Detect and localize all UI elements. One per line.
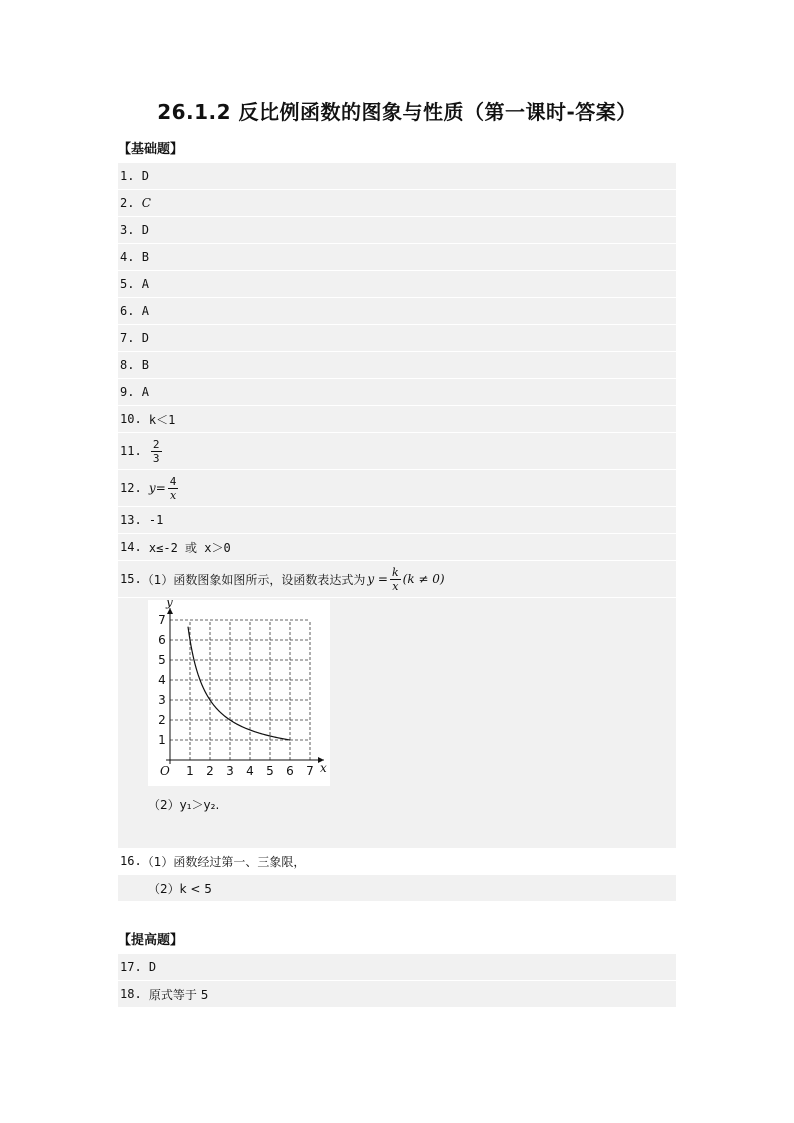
answer-row-16 bbox=[118, 848, 676, 875]
answer-number: 14. bbox=[120, 540, 142, 554]
fraction-numerator: 4 bbox=[169, 474, 177, 488]
answer-text: B bbox=[141, 250, 149, 264]
answer-text: B bbox=[141, 358, 149, 372]
answer-number: 11. bbox=[120, 444, 142, 458]
answer-row-8 bbox=[118, 352, 676, 379]
answer-number: 3. bbox=[120, 223, 135, 237]
x-tick-label: 1 bbox=[186, 764, 194, 778]
y-tick-label: 4 bbox=[158, 673, 166, 687]
answer-row-12 bbox=[118, 470, 676, 507]
answer-text: -1 bbox=[148, 513, 164, 527]
answer-number: 7. bbox=[120, 331, 135, 345]
y-tick-label: 6 bbox=[158, 633, 166, 647]
answer-row-13 bbox=[118, 507, 676, 534]
x-axis-label: x bbox=[320, 761, 327, 775]
answer-row-16-part2 bbox=[118, 875, 676, 902]
answer-number: 17. bbox=[120, 960, 142, 974]
answer-row-15 bbox=[118, 561, 676, 598]
fraction-numerator: 2 bbox=[152, 437, 160, 451]
basic-answers-block bbox=[118, 163, 676, 902]
q15-part2: （2）y₁＞y₂. bbox=[148, 798, 220, 812]
answer-row-1 bbox=[118, 163, 676, 190]
answer-row-5 bbox=[118, 271, 676, 298]
answer-row-6 bbox=[118, 298, 676, 325]
answer-number: 12. bbox=[120, 481, 142, 495]
answer-text: D bbox=[141, 223, 149, 237]
answer-text: x≤-2 或 x＞0 bbox=[148, 540, 231, 555]
graph-axes bbox=[166, 608, 324, 764]
formula-suffix: (k ≠ 0) bbox=[402, 572, 445, 586]
answer-row-10 bbox=[118, 406, 676, 433]
x-tick-label: 5 bbox=[266, 764, 274, 778]
section-basic-heading: 【基础题】 bbox=[118, 142, 184, 157]
y-tick-label: 5 bbox=[158, 653, 166, 667]
answer-number: 1. bbox=[120, 169, 135, 183]
answer-row-17 bbox=[118, 954, 676, 981]
answer-text: 原式等于 5 bbox=[148, 987, 209, 1002]
fraction-denominator: x bbox=[392, 579, 399, 593]
fraction-numerator: k bbox=[391, 565, 399, 579]
origin-label: O bbox=[160, 764, 170, 778]
answer-number: 6. bbox=[120, 304, 135, 318]
section-advanced-heading: 【提高题】 bbox=[118, 933, 184, 948]
answer-number: 15. bbox=[120, 572, 142, 586]
answer-text: k＜1 bbox=[148, 412, 176, 427]
answer-row-18 bbox=[118, 981, 676, 1008]
answer-number: 4. bbox=[120, 250, 135, 264]
fraction-denominator: x bbox=[169, 488, 177, 502]
answer-row-9 bbox=[118, 379, 676, 406]
answer-text: D bbox=[141, 169, 149, 183]
x-tick-label: 7 bbox=[306, 764, 314, 778]
answer-text: D bbox=[141, 331, 149, 345]
answer-number: 5. bbox=[120, 277, 135, 291]
formula-prefix: y= bbox=[148, 481, 166, 495]
answer-number: 9. bbox=[120, 385, 135, 399]
answer-row-14 bbox=[118, 534, 676, 561]
graph-tick-labels bbox=[158, 600, 327, 778]
formula-prefix: y = bbox=[367, 572, 388, 586]
advanced-answers-block bbox=[118, 954, 676, 1008]
answer-text: D bbox=[148, 960, 157, 974]
q15-graph-area bbox=[118, 598, 676, 848]
x-tick-label: 4 bbox=[246, 764, 254, 778]
x-tick-label: 6 bbox=[286, 764, 294, 778]
x-tick-label: 2 bbox=[206, 764, 214, 778]
answer-text: A bbox=[141, 277, 149, 291]
fraction bbox=[151, 438, 162, 465]
y-tick-label: 7 bbox=[158, 613, 166, 627]
answer-row-4 bbox=[118, 244, 676, 271]
answer-number: 16. bbox=[120, 854, 142, 868]
fraction-denominator: 3 bbox=[152, 451, 160, 465]
answer-number: 13. bbox=[120, 513, 142, 527]
y-axis-label: y bbox=[166, 600, 173, 609]
q15-part1: （1）函数图象如图所示，设函数表达式为 bbox=[141, 572, 366, 587]
fraction bbox=[168, 475, 179, 502]
fraction bbox=[390, 566, 401, 593]
answer-text: A bbox=[141, 304, 149, 318]
q16-part2: （2）k < 5 bbox=[148, 881, 212, 896]
graph-grid bbox=[170, 620, 310, 760]
answer-row-7 bbox=[118, 325, 676, 352]
q16-part1: （1）函数经过第一、三象限， bbox=[141, 854, 306, 869]
answer-number: 8. bbox=[120, 358, 135, 372]
answer-number: 2. bbox=[120, 196, 135, 210]
answer-number: 18. bbox=[120, 987, 142, 1001]
page-title: 26.1.2 反比例函数的图象与性质（第一课时-答案） bbox=[157, 100, 637, 124]
answer-row-11 bbox=[118, 433, 676, 470]
y-tick-label: 2 bbox=[158, 713, 166, 727]
inverse-function-graph bbox=[148, 600, 330, 786]
x-tick-label: 3 bbox=[226, 764, 234, 778]
answer-number: 10. bbox=[120, 412, 142, 426]
answer-row-2 bbox=[118, 190, 676, 217]
answer-text: A bbox=[141, 385, 149, 399]
y-tick-label: 3 bbox=[158, 693, 166, 707]
answer-text: C bbox=[141, 196, 151, 210]
hyperbola-curve bbox=[188, 627, 290, 740]
answer-row-3 bbox=[118, 217, 676, 244]
y-tick-label: 1 bbox=[158, 733, 166, 747]
